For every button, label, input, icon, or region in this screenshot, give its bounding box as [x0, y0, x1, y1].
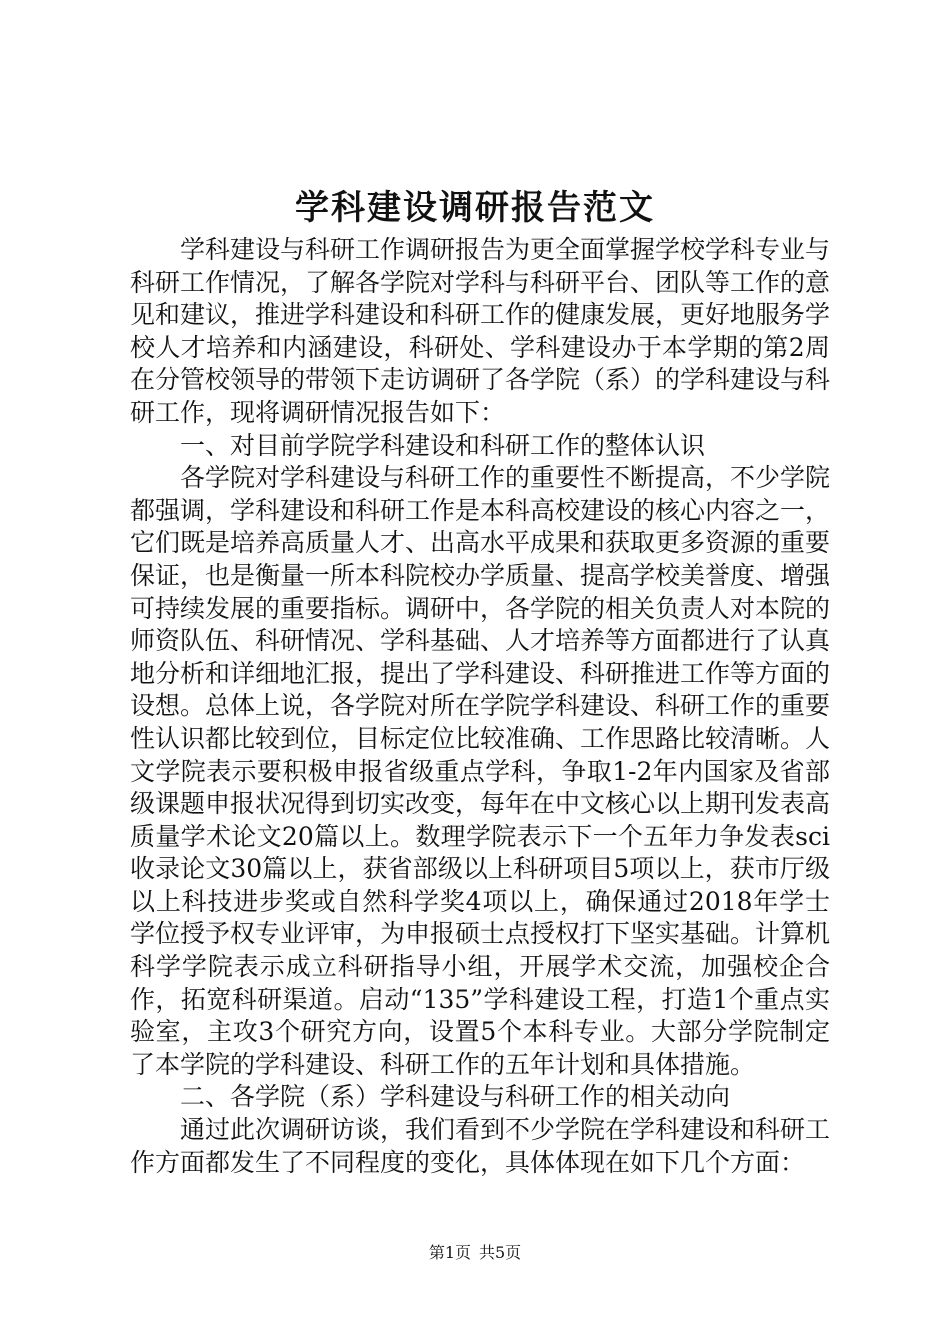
paragraph-overview: 各学院对学科建设与科研工作的重要性不断提高，不少学院都强调，学科建设和科研工作是本科高校建设的核心内容之一，它们既是培养高质量人才、出高水平成果和获取更多资源的重要保证，也是衡量一所本科院校办学质量、提高学校美誉度、增强可持续发展的重要指标。调研中，各学院的相关负责人对本院的师资队伍、科研情况、学科基础、人才培养等方面都进行了认真地分析和详细地汇报，提出了学科建设、科研推进工作等方面的设想。总体上说，各学院对所在学院学科建设、科研工作的重要性认识都比较到位，目标定位比较准确、工作思路比较清晰。人文学院表示要积极申报省级重点学科，争取1-2年内国家及省部级课题申报状况得到切实改变，每年在中文核心以上期刊发表高质量学术论文20篇以上。数理学院表示下一个五年力争发表sci收录论文30篇以上，获省部级以上科研项目5项以上，获市厅级以上科技进步奖或自然科学奖4项以上，确保通过2018年学士学位授予权专业评审，为申报硕士点授权打下坚实基础。计算机科学学院表示成立科研指导小组，开展学术交流，加强校企合作，拓宽科研渠道。启动“135”学科建设工程，打造1个重点实验室，主攻3个研究方向，设置5个本科专业。大部分学院制定了本学院的学科建设、科研工作的五年计划和具体措施。: [130, 463, 831, 1079]
document-body: [130, 234, 830, 1179]
page-number-current: 第1页: [428, 1243, 471, 1262]
paragraph-intro: 学科建设与科研工作调研报告为更全面掌握学校学科专业与科研工作情况，了解各学院对学科与科研平台、团队等工作的意见和建议，推进学科建设和科研工作的健康发展，更好地服务学校人才培养和内涵建设，科研处、学科建设办于本学期的第2周在分管校领导的带领下走访调研了各学院（系）的学科建设与科研工作，现将调研情况报告如下：: [130, 235, 831, 427]
page-footer: [0, 1243, 950, 1263]
page-number-total: 共5页: [479, 1243, 522, 1262]
document-title: 学科建设调研报告范文: [295, 188, 655, 228]
paragraph-trends: 通过此次调研访谈，我们看到不少学院在学科建设和科研工作方面都发生了不同程度的变化，具体体现在如下几个方面：: [130, 1115, 831, 1177]
section-heading-2: 二、各学院（系）学科建设与科研工作的相关动向: [180, 1082, 731, 1112]
section-heading-1: 一、对目前学院学科建设和科研工作的整体认识: [180, 430, 706, 460]
